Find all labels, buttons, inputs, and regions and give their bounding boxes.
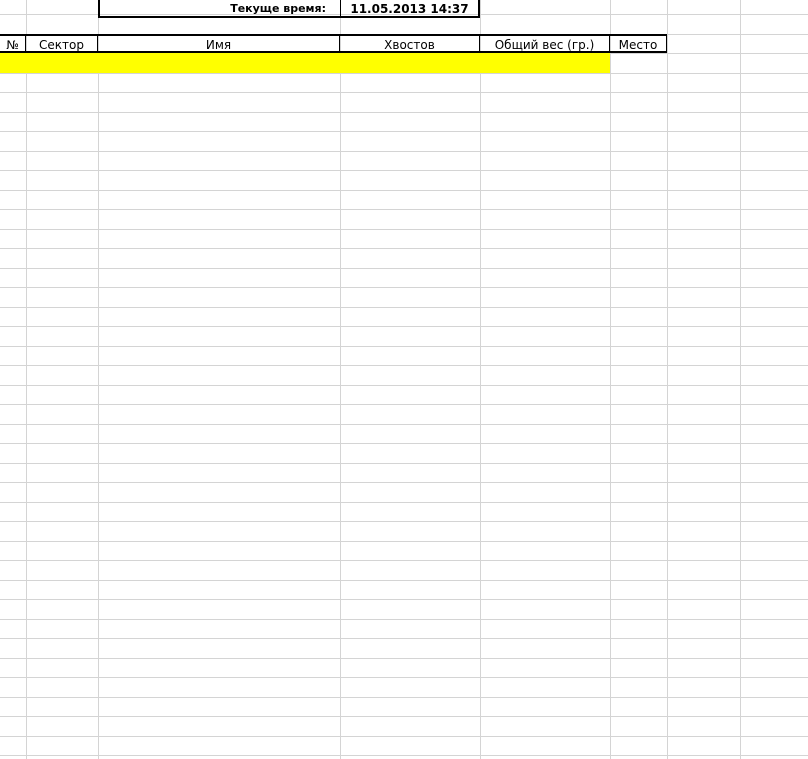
gridline-horizontal xyxy=(0,365,808,366)
table-row[interactable] xyxy=(0,53,610,73)
gridline-horizontal xyxy=(0,658,808,659)
gridline-horizontal xyxy=(0,443,808,444)
gridline-horizontal xyxy=(0,268,808,269)
gridline-horizontal xyxy=(0,307,808,308)
gridline-horizontal xyxy=(0,521,808,522)
gridline-horizontal xyxy=(0,209,808,210)
col-header-sector[interactable]: Сектор xyxy=(26,34,98,53)
gridline-horizontal xyxy=(0,131,808,132)
gridline-horizontal xyxy=(0,502,808,503)
gridline-vertical xyxy=(740,0,741,759)
gridline-horizontal xyxy=(0,755,808,756)
gridline-horizontal xyxy=(0,619,808,620)
gridline-vertical xyxy=(667,0,668,759)
gridline-vertical xyxy=(340,0,341,759)
gridline-horizontal xyxy=(0,463,808,464)
current-time-value: 11.05.2013 14:37 xyxy=(340,0,480,18)
gridline-horizontal xyxy=(0,170,808,171)
gridline-vertical xyxy=(26,0,27,759)
col-header-tails[interactable]: Хвостов xyxy=(340,34,480,53)
gridline-horizontal xyxy=(0,697,808,698)
gridline-horizontal xyxy=(0,287,808,288)
gridline-horizontal xyxy=(0,385,808,386)
gridline-horizontal xyxy=(0,482,808,483)
gridline-vertical xyxy=(610,0,611,759)
gridline-horizontal xyxy=(0,599,808,600)
gridline-horizontal xyxy=(0,326,808,327)
col-header-place[interactable]: Место xyxy=(610,34,667,53)
gridline-vertical xyxy=(98,0,99,759)
gridline-horizontal xyxy=(0,248,808,249)
gridline-horizontal xyxy=(0,190,808,191)
gridline-vertical xyxy=(480,0,481,759)
col-header-weight[interactable]: Общий вес (гр.) xyxy=(480,34,610,53)
gridline-horizontal xyxy=(0,229,808,230)
gridline-horizontal xyxy=(0,560,808,561)
gridline-horizontal xyxy=(0,677,808,678)
gridline-horizontal xyxy=(0,112,808,113)
gridline-horizontal xyxy=(0,541,808,542)
gridline-horizontal xyxy=(0,580,808,581)
col-header-num[interactable]: № xyxy=(0,34,26,53)
gridline-horizontal xyxy=(0,404,808,405)
gridline-horizontal xyxy=(0,92,808,93)
gridline-horizontal xyxy=(0,151,808,152)
gridline-horizontal xyxy=(0,716,808,717)
gridline-horizontal xyxy=(0,73,808,74)
gridline-horizontal xyxy=(0,424,808,425)
col-header-name[interactable]: Имя xyxy=(98,34,340,53)
gridline-horizontal xyxy=(0,346,808,347)
gridline-horizontal xyxy=(0,736,808,737)
current-time-label: Текуще время: xyxy=(98,0,340,18)
gridline-horizontal xyxy=(0,638,808,639)
